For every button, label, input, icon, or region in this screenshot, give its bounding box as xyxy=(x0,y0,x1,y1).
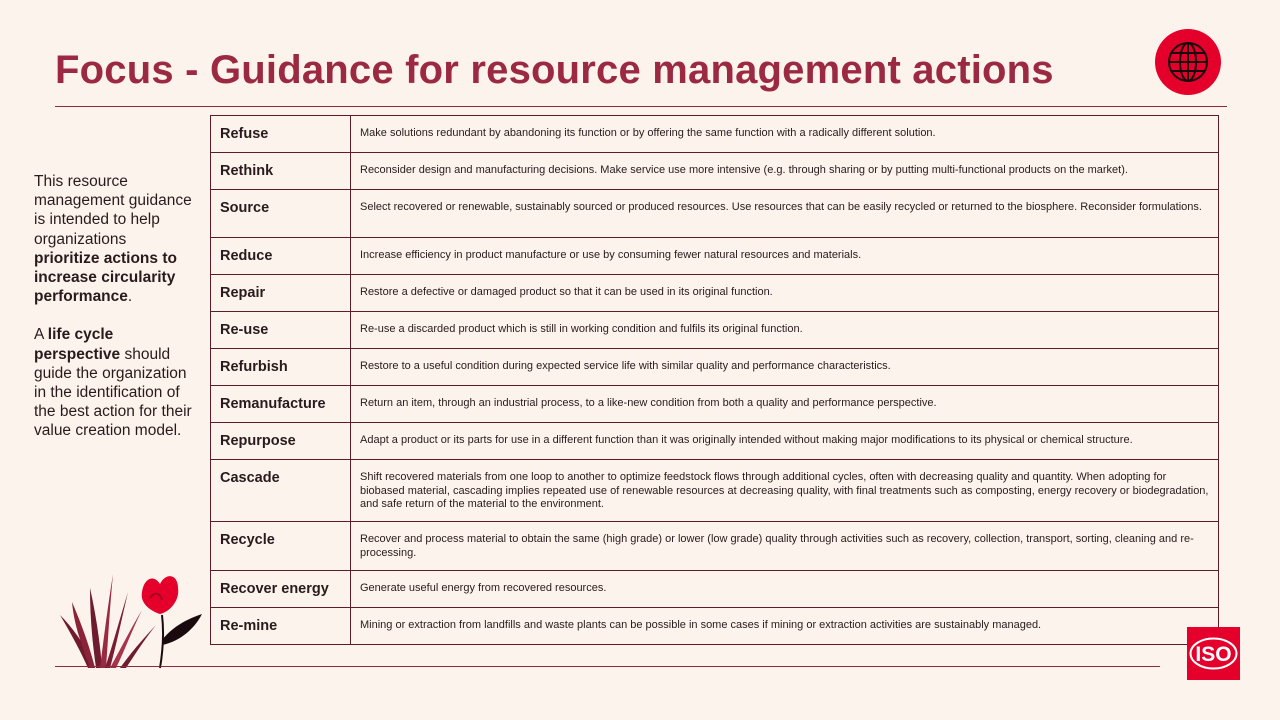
plant-illustration xyxy=(50,570,210,670)
action-term: Repurpose xyxy=(211,423,351,460)
action-description: Shift recovered materials from one loop to another to optimize feedstock flows through additional cycles, often with decreasing quality and quantity. When adopting for biobased material, cascading implies repeated use of renewable resources at decreasing quality, with final treatments such as composting, energy recovery or biodegradation, and safe return of the material to the environment. xyxy=(351,460,1219,522)
action-description: Reconsider design and manufacturing decisions. Make service use more intensive (e.g. through sharing or by putting multi-functional products on the market). xyxy=(351,153,1219,190)
action-description: Adapt a product or its parts for use in a different function than it was originally intended without making major modifications to its physical or chemical structure. xyxy=(351,423,1219,460)
action-description: Generate useful energy from recovered resources. xyxy=(351,571,1219,608)
table-row xyxy=(211,571,1219,608)
table-row xyxy=(211,460,1219,522)
table-row xyxy=(211,312,1219,349)
action-description: Recover and process material to obtain the same (high grade) or lower (low grade) quality through activities such as recovery, collection, transport, sorting, cleaning and re-processing. xyxy=(351,522,1219,571)
action-term: Re-mine xyxy=(211,608,351,645)
action-term: Repair xyxy=(211,275,351,312)
action-term: Rethink xyxy=(211,153,351,190)
table-row xyxy=(211,423,1219,460)
table-row xyxy=(211,116,1219,153)
sidebar-emphasis-1: prioritize actions to increase circularity performance xyxy=(34,249,177,306)
footer-divider xyxy=(55,666,1160,667)
action-term: Re-use xyxy=(211,312,351,349)
page-title: Focus - Guidance for resource management actions xyxy=(55,48,1054,92)
action-term: Cascade xyxy=(211,460,351,522)
action-description: Make solutions redundant by abandoning its function or by offering the same function with a radically different solution. xyxy=(351,116,1219,153)
sidebar-paragraph-2: A life cycle perspective should guide the organization in the identification of the best action for their value creation model. xyxy=(34,326,192,440)
sidebar-paragraph-1: This resource management guidance is intended to help organizations prioritize actions to increase circularity performance. xyxy=(34,173,192,306)
action-description: Select recovered or renewable, sustainably sourced or produced resources. Use resources that can be easily recycled or returned to the biosphere. Reconsider formulations. xyxy=(351,190,1219,238)
action-term: Refurbish xyxy=(211,349,351,386)
table-row xyxy=(211,608,1219,645)
action-term: Reduce xyxy=(211,238,351,275)
title-divider xyxy=(55,106,1227,107)
action-term: Source xyxy=(211,190,351,238)
table-row xyxy=(211,386,1219,423)
resource-actions-table xyxy=(210,115,1219,645)
globe-icon xyxy=(1155,29,1221,95)
action-term: Recycle xyxy=(211,522,351,571)
action-description: Re-use a discarded product which is still in working condition and fulfils its original function. xyxy=(351,312,1219,349)
table-row xyxy=(211,190,1219,238)
table-row xyxy=(211,153,1219,190)
table-row xyxy=(211,275,1219,312)
table-row xyxy=(211,522,1219,571)
action-description: Restore to a useful condition during expected service life with similar quality and performance characteristics. xyxy=(351,349,1219,386)
sidebar-emphasis-2: life cycle perspective xyxy=(34,326,121,363)
action-description: Return an item, through an industrial process, to a like-new condition from both a quality and performance perspective. xyxy=(351,386,1219,423)
action-description: Increase efficiency in product manufacture or use by consuming fewer natural resources and materials. xyxy=(351,238,1219,275)
action-description: Restore a defective or damaged product so that it can be used in its original function. xyxy=(351,275,1219,312)
action-term: Remanufacture xyxy=(211,386,351,423)
iso-logo xyxy=(1187,627,1240,680)
iso-logo-text: ISO xyxy=(1195,643,1232,666)
action-description: Mining or extraction from landfills and waste plants can be possible in some cases if mining or extraction activities are sustainably managed. xyxy=(351,608,1219,645)
table-row xyxy=(211,238,1219,275)
sidebar-description xyxy=(34,172,194,460)
table-row xyxy=(211,349,1219,386)
action-term: Recover energy xyxy=(211,571,351,608)
action-term: Refuse xyxy=(211,116,351,153)
